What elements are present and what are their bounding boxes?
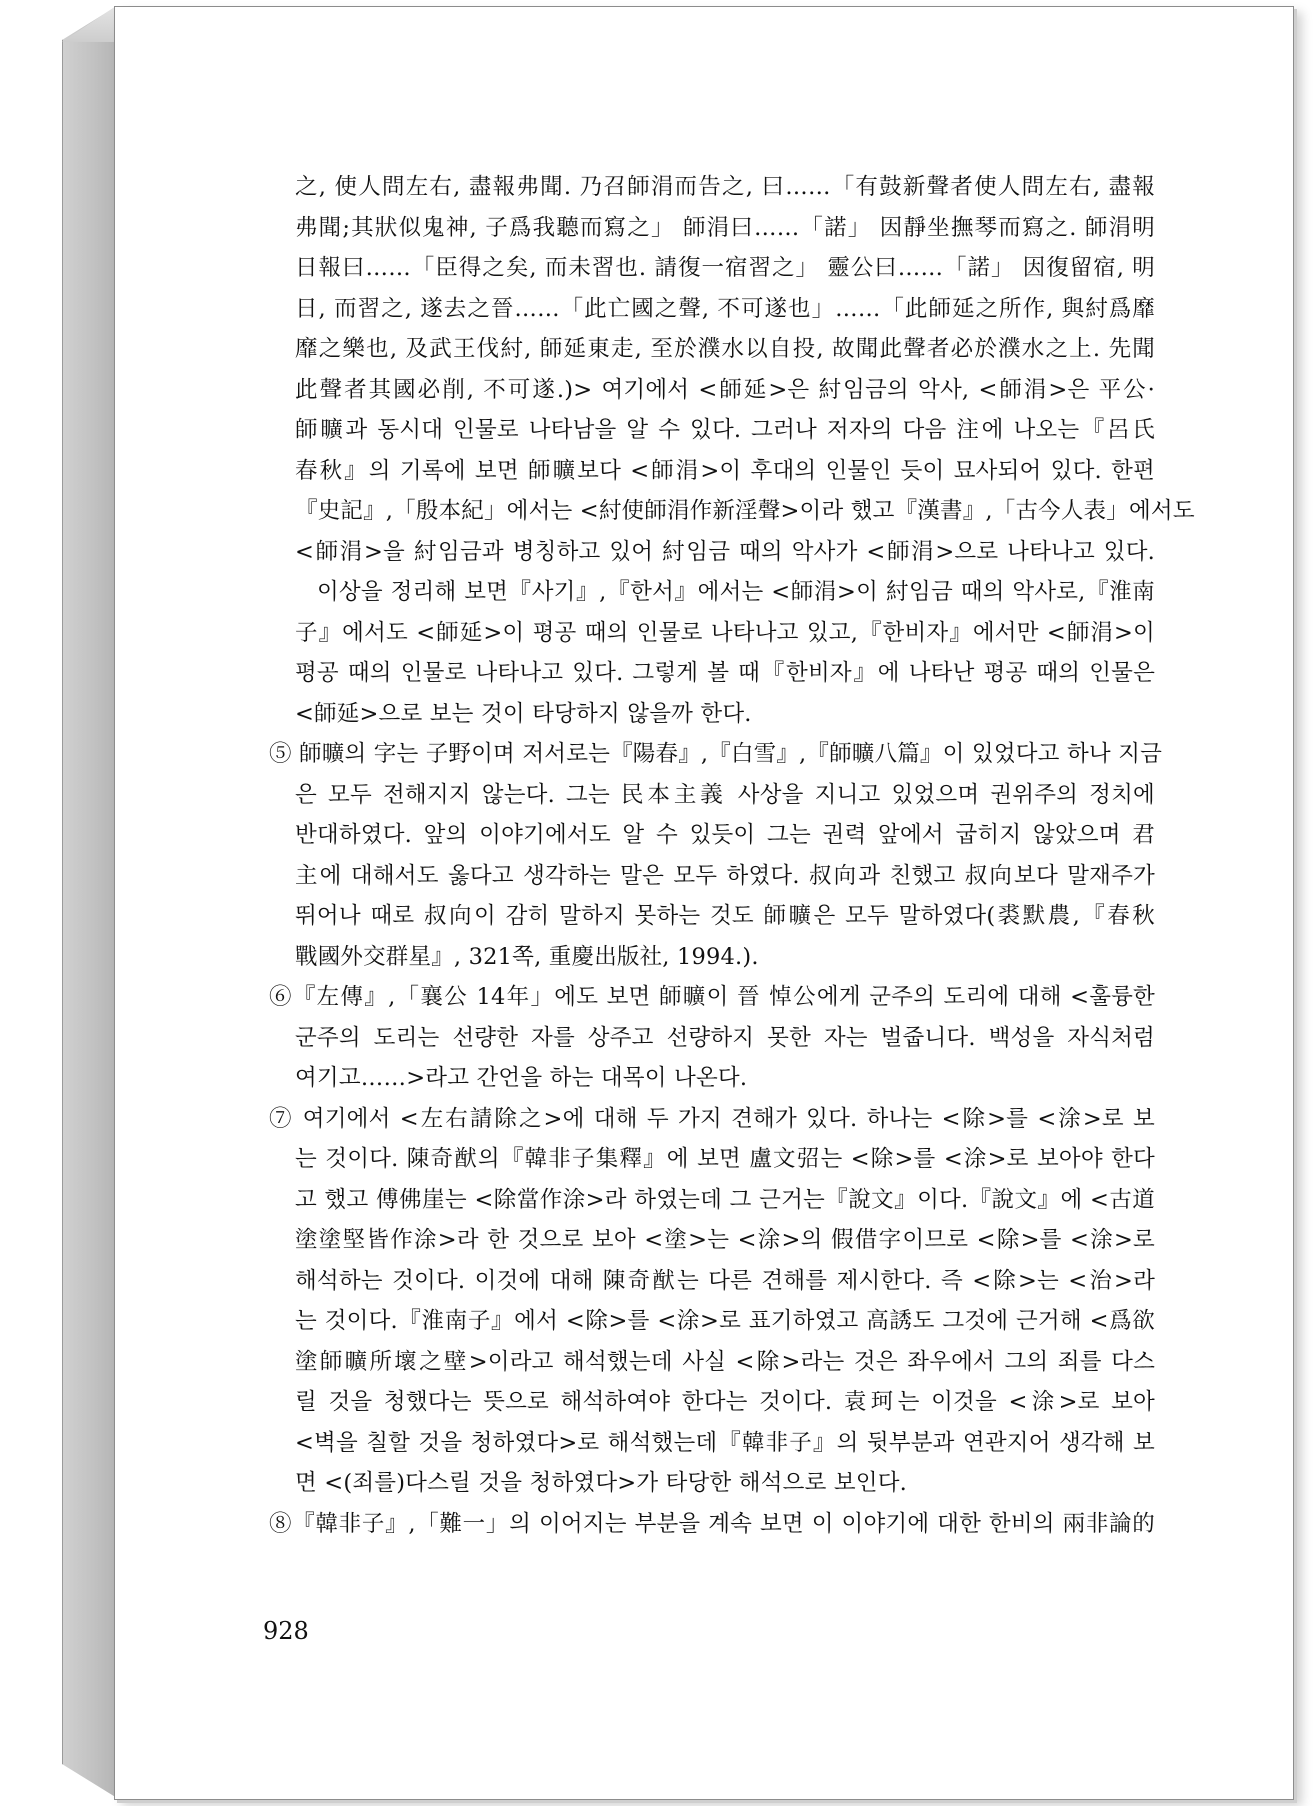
text-line: 塗塗堅皆作涂>라 한 것으로 보아 <塗>는 <涂>의 假借字이므로 <除>를 <涂>로 (295, 1227, 1155, 1253)
text-line: 子』에서도 <師延>이 평공 때의 인물로 나타나고 있고,『한비자』에서만 <師涓>이 (295, 619, 1155, 646)
book-spine (62, 6, 117, 1798)
text-line: 이상을 정리해 보면『사기』,『한서』에서는 <師涓>이 紂임금 때의 악사로,『淮南 (317, 579, 1155, 605)
text-line: 면 <(죄를)다스릴 것을 청하였다>가 타당한 해석으로 보인다. (295, 1470, 908, 1496)
text-line: 군주의 도리는 선량한 자를 상주고 선량하지 못한 자는 벌줍니다. 백성을 자식처럼 (295, 1024, 1155, 1051)
text-line: 평공 때의 인물로 나타나고 있다. 그렇게 볼 때『한비자』에 나타난 평공 때의 인물은 (295, 660, 1155, 686)
text-line: 는 것이다. 陳奇猷의『韓非子集釋』에 보면 盧文弨는 <除>를 <涂>로 보아야 한다 (295, 1146, 1155, 1172)
text-line: 戰國外交群星』, 321쪽, 重慶出版社, 1994.). (295, 943, 759, 970)
text-line: 반대하였다. 앞의 이야기에서도 알 수 있듯이 그는 권력 앞에서 굽히지 않았으며 君 (295, 822, 1155, 848)
text-line: 『史記』,「殷本紀」에서는 <紂使師涓作新淫聲>이라 했고『漢書』,「古今人表」에서도 (295, 498, 1195, 524)
text-line: 은 모두 전해지지 않는다. 그는 民本主義 사상을 지니고 있었으며 권위주의 정치에 (295, 781, 1155, 808)
text-line: 뛰어나 때로 叔向이 감히 말하지 못하는 것도 師曠은 모두 말하였다(裘默農,『春秋 (295, 903, 1155, 929)
footnote-7: ⑦ 여기에서 <左右請除之>에 대해 두 가지 견해가 있다. 하나는 <除>를 <涂>로 보 (269, 1105, 1155, 1132)
text-line: 此聲者其國必削, 不可遂.)> 여기에서 <師延>은 紂임금의 악사, <師涓>은 平公· (295, 376, 1155, 403)
text-line: 릴 것을 청했다는 뜻으로 해석하여야 한다는 것이다. 袁珂는 이것을 <涂>로 보아 (295, 1389, 1155, 1415)
page-number: 928 (263, 1617, 309, 1645)
footnote-6: ⑥『左傳』,「襄公 14年」에도 보면 師曠이 晉 悼公에게 군주의 도리에 대해 <훌륭한 (269, 984, 1155, 1010)
text-line: 여기고……>라고 간언을 하는 대목이 나온다. (295, 1065, 748, 1091)
text-line: 靡之樂也, 及武王伐紂, 師延東走, 至於濮水以自投, 故聞此聲者必於濮水之上. 先聞 (295, 336, 1155, 362)
text-line: <벽을 칠할 것을 청하였다>로 해석했는데『韓非子』의 뒷부분과 연관지어 생각해 보 (295, 1429, 1155, 1456)
text-line: 主에 대해서도 옳다고 생각하는 말은 모두 하였다. 叔向과 친했고 叔向보다 말재주가 (295, 862, 1155, 889)
text-line: 日, 而習之, 遂去之晉……「此亡國之聲, 不可遂也」……「此師延之所作, 與紂爲靡 (295, 295, 1155, 322)
text-line: 는 것이다.『淮南子』에서 <除>를 <涂>로 표기하였고 高誘도 그것에 근거해 <爲欲 (295, 1308, 1155, 1334)
text-line: 塗師曠所壞之壁>이라고 해석했는데 사실 <除>라는 것은 좌우에서 그의 죄를 다스 (295, 1348, 1155, 1375)
text-line: 고 했고 傅佛崖는 <除當作涂>라 하였는데 그 근거는『說文』이다.『說文』에 <古道 (295, 1186, 1155, 1213)
text-line: 日報曰……「臣得之矣, 而未習也. 請復一宿習之」 靈公曰……「諾」 因復留宿, 明 (295, 255, 1155, 281)
footnote-5: ⑤ 師曠의 字는 子野이며 저서로는『陽春』,『白雪』,『師曠八篇』이 있었다고 하나 지금 (269, 741, 1163, 767)
text-line: 해석하는 것이다. 이것에 대해 陳奇猷는 다른 견해를 제시한다. 즉 <除>는 <治>라 (295, 1267, 1155, 1294)
footnote-8: ⑧『韓非子』,「難一」의 이어지는 부분을 계속 보면 이 이야기에 대한 한비의 兩非論的 (269, 1510, 1155, 1537)
text-line: <師涓>을 紂임금과 병칭하고 있어 紂임금 때의 악사가 <師涓>으로 나타나고 있다. (295, 538, 1155, 565)
text-line: 弗聞;其狀似鬼神, 子爲我聽而寫之」 師涓曰……「諾」 因靜坐撫琴而寫之. 師涓明 (295, 214, 1155, 241)
text-line: 春秋』의 기록에 보면 師曠보다 <師涓>이 후대의 인물인 듯이 묘사되어 있다. 한편 (295, 457, 1155, 484)
text-line: 師曠과 동시대 인물로 나타남을 알 수 있다. 그러나 저자의 다음 注에 나오는『呂氏 (295, 417, 1155, 443)
body-text (269, 167, 1195, 1544)
text-line: 之, 使人問左右, 盡報弗聞. 乃召師涓而告之, 曰……「有鼓新聲者使人問左右, 盡報 (295, 174, 1155, 200)
text-line: <師延>으로 보는 것이 타당하지 않을까 한다. (295, 700, 752, 727)
